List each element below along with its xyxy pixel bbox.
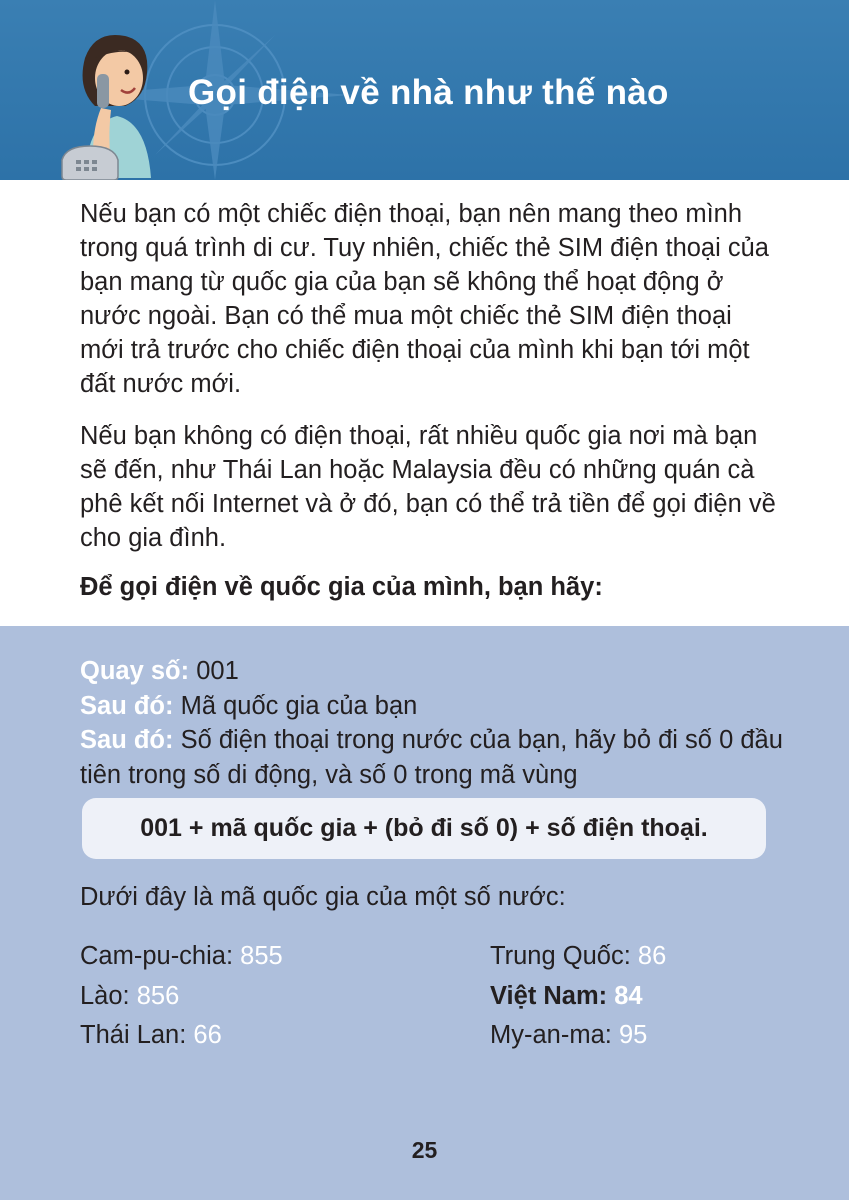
country-name: Thái Lan: (80, 1021, 187, 1049)
country-codes-intro: Dưới đây là mã quốc gia của một số nước: (80, 883, 566, 911)
country-code: 84 (614, 982, 643, 1010)
dialing-steps (80, 654, 800, 792)
country-code-item (490, 1020, 647, 1050)
country-code: 95 (618, 1021, 648, 1049)
paragraph-sim-card: Nếu bạn có một chiếc điện thoại, bạn nên mang theo mình trong quá trình di cư. Tuy nhiên, chiếc thẻ SIM điện thoại của bạn mang từ quốc gia của bạn sẽ không thể hoạt động ở nước ngoài. Bạn có thể mua một chiếc thẻ SIM điện thoại mới trả trước cho chiếc điện thoại của mình khi bạn tới một đất nước mới. (80, 200, 769, 398)
country-code-item (80, 1020, 222, 1050)
country-code-item (490, 941, 666, 971)
country-name: Cam-pu-chia: (80, 942, 234, 970)
step-text: Số điện thoại trong nước của bạn, hãy bỏ đi số 0 đầu tiên trong số di động, và số 0 trong mã vùng (80, 726, 783, 789)
country-code: 856 (136, 982, 180, 1010)
step-item (80, 723, 800, 792)
header-banner (0, 0, 849, 180)
country-code-item (80, 941, 283, 971)
country-name: My-an-ma: (490, 1021, 612, 1049)
country-code: 855 (240, 942, 283, 970)
step-label: Sau đó: (80, 726, 174, 754)
country-code: 66 (193, 1021, 222, 1049)
step-item (80, 654, 800, 689)
step-label: Quay số: (80, 657, 190, 685)
page-title: Gọi điện về nhà như thế nào (188, 73, 669, 112)
country-code: 86 (637, 942, 667, 970)
step-label: Sau đó: (80, 691, 174, 720)
paragraph-internet-cafe: Nếu bạn không có điện thoại, rất nhiều quốc gia nơi mà bạn sẽ đến, như Thái Lan hoặc Malaysia đều có những quán cà phê kết nối Internet và ở đó, bạn có thể trả tiền để gọi điện về cho gia đình. (80, 422, 776, 552)
step-text: Mã quốc gia của bạn (180, 691, 418, 720)
country-name: Lào: (80, 982, 130, 1010)
step-item (80, 689, 800, 724)
dialing-formula: 001 + mã quốc gia + (bỏ đi số 0) + số điện thoại. (82, 798, 766, 859)
country-code-item-highlighted (490, 981, 643, 1011)
step-text: 001 (196, 657, 239, 685)
steps-heading: Để gọi điện về quốc gia của mình, bạn hãy: (80, 573, 603, 601)
country-name: Trung Quốc: (490, 942, 631, 970)
telephone-icon (58, 140, 122, 180)
country-name: Việt Nam: (490, 982, 608, 1010)
page-number: 25 (411, 1137, 438, 1163)
country-code-item (80, 981, 179, 1011)
